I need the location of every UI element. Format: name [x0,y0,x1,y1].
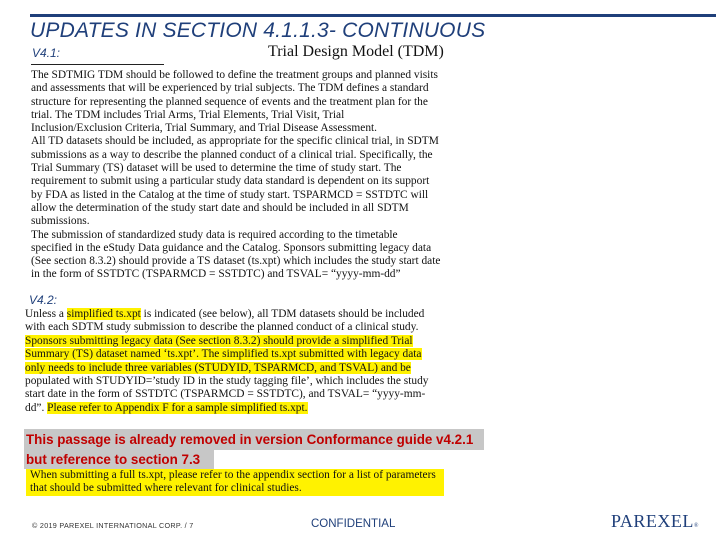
text-line [25,402,495,415]
text-line: The SDTMIG TDM should be followed to define the treatment groups and planned visits [31,69,438,81]
v42-paragraph [25,308,495,415]
text-line: with each SDTM study submission to describe the planned conduct of a clinical study. [25,321,419,334]
removal-note-line: This passage is already removed in version Conformance guide v4.2.1 [26,432,474,447]
highlighted-text: only needs to include three variables (STUDYID, TSPARMCD, and TSVAL) and be [25,361,411,374]
highlighted-box [26,469,444,496]
version-label-v42: V4.2: [29,293,58,307]
text-line: When submitting a full ts.xpt, please refer to the appendix section for a list of parameters [30,469,436,481]
removal-note-line: but reference to section 7.3 [26,452,201,467]
text-segment: dd”. [25,401,48,414]
logo-mark: ® [693,523,699,529]
text-line: trial. The TDM includes Trial Arms, Trial Elements, Trial Visit, Trial [31,108,345,121]
text-line: and assessments that will be experienced by trial subjects. The TDM defines a standard [31,82,429,95]
slide-title: UPDATES IN SECTION 4.1.1.3- CONTINUOUS [30,19,486,42]
text-line: start date in the form of SSTDTC (TSPARMCD = SSTDTC), and TSVAL= “yyyy-mm- [25,388,426,401]
text-line [25,335,495,348]
text-line: (See section 8.3.2) should provide a TS dataset (ts.xpt) which includes the study start date [31,255,441,268]
text-line: allow the determination of the study start date and should be included in all SDTM [31,201,409,214]
text-line [25,348,495,361]
footer-copyright: © 2019 PAREXEL INTERNATIONAL CORP. / 7 [32,521,194,530]
version-label-v41: V4.1: [32,46,61,60]
v41-paragraph [31,69,491,282]
text-line: structure for representing the planned sequence of events and the treatment plan for the [31,95,428,108]
text-line: The submission of standardized study data is required according to the timetable [31,228,398,241]
text-segment: is indicated (see below), all TDM datasets should be included [140,308,425,320]
text-line [25,308,495,321]
text-line: in the form of SSTDTC (TSPARMCD = SSTDTC) and TSVAL= “yyyy-mm-dd” [31,268,401,281]
text-line: Inclusion/Exclusion Criteria, Trial Summary, and Trial Disease Assessment. [31,122,378,135]
text-line: submissions. [31,215,90,228]
highlighted-text: Sponsors submitting legacy data (See section 8.3.2) should provide a simplified Trial [25,334,413,347]
text-line: specified in the eStudy Data guidance and the Catalog. Sponsors submitting legacy data [31,241,432,254]
highlighted-text: simplified ts.xpt [66,308,141,320]
heading-underline [31,64,164,65]
text-line: that should be submitted where relevant for clinical studies. [30,482,302,495]
highlighted-text: Please refer to Appendix F for a sample simplified ts.xpt. [47,401,308,414]
text-line: by FDA as listed in the Catalog at the time of study start. TSPARMCD = SSTDTC will [31,188,429,201]
logo-text: PAREXEL [611,511,694,531]
text-line: submissions as a way to describe the planned conduct of a clinical trial. Specifically, the [31,148,433,161]
text-line: populated with STUDYID=’study ID in the study tagging file’, which includes the study [25,375,429,388]
text-line [25,362,495,375]
document-heading: Trial Design Model (TDM) [268,43,444,60]
full-ts-paragraph [26,469,516,496]
removal-note-banner-2 [24,450,214,469]
text-segment: Unless a [25,308,67,320]
top-rule [30,14,716,17]
confidential-label: CONFIDENTIAL [311,518,396,530]
text-line: requirement to submit using a particular study data standard is dependent on its support [31,175,430,188]
text-line: All TD datasets should be included, as appropriate for the specific clinical trial, in SDTM [31,135,439,148]
parexel-logo [611,511,699,532]
highlighted-text: Summary (TS) dataset named ‘ts.xpt’. The simplified ts.xpt submitted with legacy data [25,348,422,361]
removal-note-banner [24,429,484,450]
text-line: Trial Summary (TS) dataset will be used to determine the time of study start. The [31,162,402,175]
